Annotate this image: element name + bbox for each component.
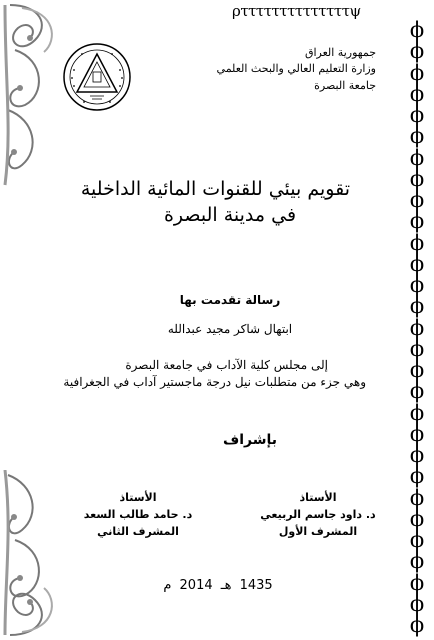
- border-glyph: ϕ: [409, 273, 425, 297]
- university-label: جامعة البصرة: [314, 79, 376, 92]
- supervisor-title: الأستاذ: [119, 491, 157, 504]
- border-glyph: ϕ: [409, 549, 425, 574]
- submitted-by-label: رسالة تقدمت بها: [179, 293, 281, 307]
- supervisor-name: د. حامد طالب السعد: [83, 508, 193, 521]
- thesis-title-line-1: تقويم بيئي للقنوات المائية الداخلية: [80, 178, 350, 200]
- border-glyph: ϕ: [409, 251, 425, 276]
- border-glyph: ϕ: [409, 145, 425, 170]
- border-glyph: ϕ: [409, 528, 425, 552]
- border-glyph: ϕ: [409, 591, 425, 616]
- border-glyph: ϕ: [409, 336, 425, 361]
- border-glyph: ϕ: [409, 39, 425, 64]
- council-line-2: وهي جزء من متطلبات نيل درجة ماجستير آداب في الجغرافية: [63, 375, 366, 389]
- border-glyph: ϕ: [409, 166, 425, 191]
- border-glyph: ϕ: [409, 103, 425, 127]
- border-glyph: ϕ: [409, 464, 425, 489]
- council-line-1: إلى مجلس كلية الآداب في جامعة البصرة: [125, 358, 328, 372]
- gregorian-suffix: م: [163, 578, 172, 593]
- corner-ornament-icon: [0, 470, 60, 640]
- border-glyph: ϕ: [409, 506, 425, 531]
- thesis-title-line-2: في مدينة البصرة: [163, 204, 297, 226]
- supervisor-title: الأستاذ: [299, 491, 337, 504]
- supervisor-role: المشرف الأول: [278, 525, 358, 538]
- ministry-label: وزارة التعليم العالي والبحث العلمي: [216, 62, 376, 75]
- border-glyph: ϕ: [409, 209, 425, 234]
- border-glyph: ϕ: [409, 613, 425, 637]
- border-glyph: ϕ: [409, 570, 425, 595]
- right-border-glyphs: [406, 20, 428, 636]
- university-seal-logo: [62, 40, 132, 115]
- border-glyph: ϕ: [409, 443, 425, 467]
- author-name: ابتهال شاكر مجيد عبدالله: [167, 322, 293, 336]
- gregorian-year: 2014: [179, 578, 213, 593]
- border-glyph: ϕ: [409, 400, 425, 425]
- border-glyph: ϕ: [409, 60, 425, 85]
- hijri-year: 1435: [239, 578, 273, 593]
- date-line: [148, 578, 288, 593]
- hijri-suffix: هـ: [220, 578, 232, 593]
- border-glyph: ϕ: [409, 81, 425, 106]
- border-glyph: ϕ: [409, 124, 425, 149]
- supervisor-role: المشرف الثاني: [97, 525, 179, 538]
- supervision-label: بإشراف: [222, 432, 278, 448]
- supervisor-name: د. داود جاسم الربيعي: [260, 508, 376, 521]
- border-glyph: ϕ: [409, 379, 425, 404]
- first-supervisor: [248, 489, 388, 540]
- top-border-glyphs: ρττττττττττττττψ: [232, 2, 361, 20]
- border-glyph: ϕ: [409, 485, 425, 510]
- border-glyph: ϕ: [409, 421, 425, 446]
- border-glyph: ϕ: [409, 358, 425, 382]
- corner-ornament-icon: [0, 0, 60, 190]
- border-glyph: ϕ: [409, 188, 425, 212]
- second-supervisor: [68, 489, 208, 540]
- border-glyph: ϕ: [409, 294, 425, 319]
- border-glyph: ϕ: [409, 315, 425, 340]
- border-glyph: ϕ: [409, 230, 425, 255]
- country-label: جمهورية العراق: [304, 46, 376, 59]
- border-glyph: ϕ: [409, 18, 425, 42]
